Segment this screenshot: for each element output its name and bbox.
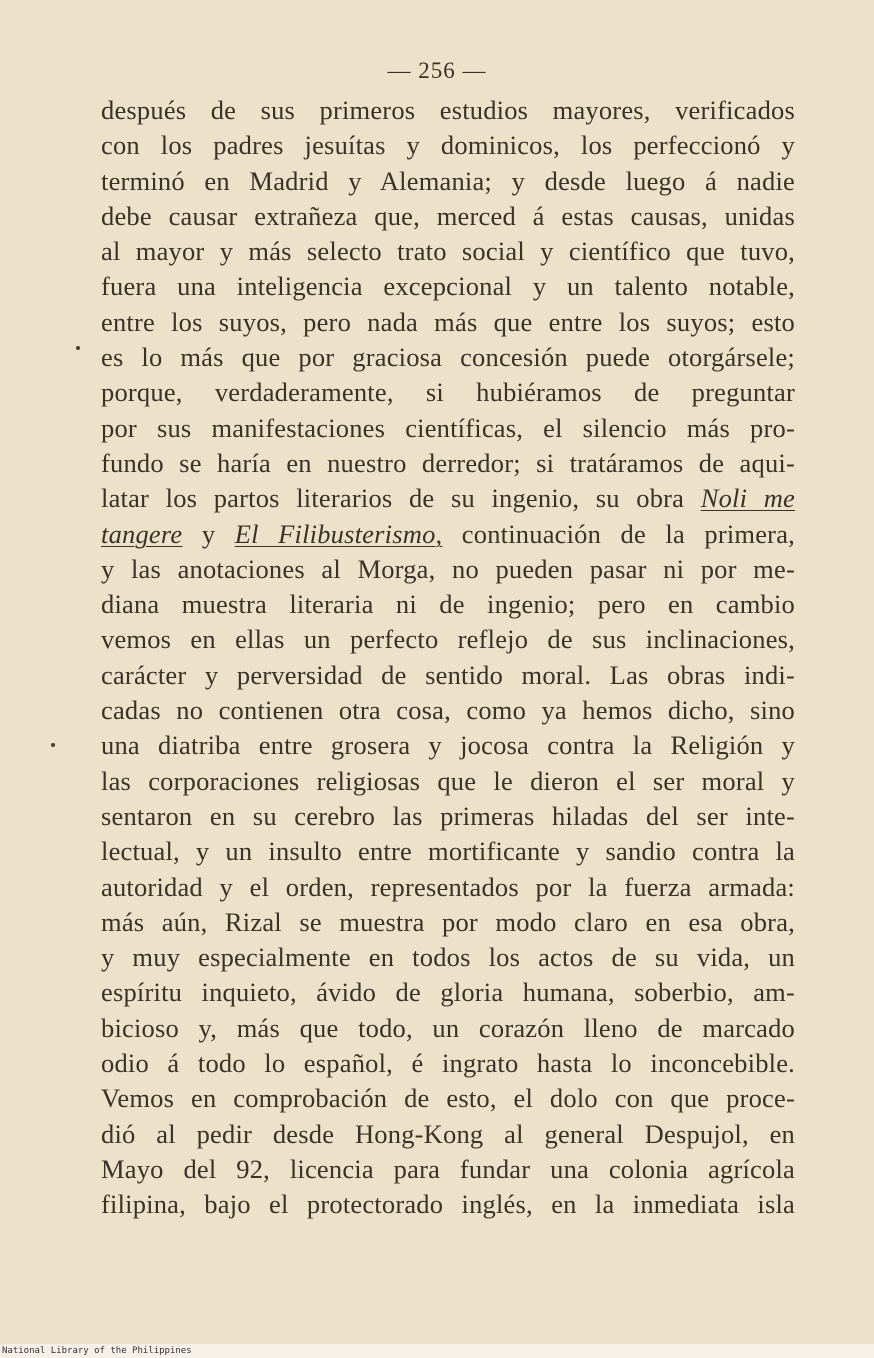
text-line: espíritu inquieto, ávido de gloria humana, soberbio, am- (101, 977, 795, 1008)
book-title-noli: Noli me (700, 483, 796, 514)
text-line: una diatriba entre grosera y jocosa contra la Religión y (101, 730, 795, 761)
text-line: fuera una inteligencia excepcional y un talento notable, (101, 271, 795, 302)
text-line-with-title (101, 481, 795, 516)
text-line: al mayor y más selecto trato social y científico que tuvo, (101, 236, 795, 267)
text-line: terminó en Madrid y Alemania; y desde luego á nadie (101, 165, 795, 196)
text-line: cadas no contienen otra cosa, como ya hemos dicho, sino (101, 695, 795, 726)
body-text (101, 93, 795, 1223)
text-line: odio á todo lo español, é ingrato hasta lo inconcebible. (101, 1048, 795, 1079)
footer-strip (0, 1344, 874, 1358)
text-line: las corporaciones religiosas que le dieron el ser moral y (101, 765, 795, 796)
margin-speck (51, 743, 55, 747)
text-line-with-titles (101, 517, 795, 552)
text-line: filipina, bajo el protectorado inglés, en la inmediata isla (101, 1189, 795, 1220)
margin-speck (76, 346, 80, 350)
text-line: Mayo del 92, licencia para fundar una colonia agrícola (101, 1153, 795, 1184)
text-line: diana muestra literaria ni de ingenio; pero en cambio (101, 589, 795, 620)
text-line: dió al pedir desde Hong-Kong al general Despujol, en (101, 1118, 795, 1149)
text-line: debe causar extrañeza que, merced á estas causas, unidas (101, 200, 795, 231)
text-segment: latar los partos literarios de su ingenio, su obra (101, 483, 701, 514)
book-title-filibusterismo: El Filibusterismo, (234, 518, 443, 549)
text-line: autoridad y el orden, representados por la fuerza armada: (101, 871, 795, 902)
text-line: y las anotaciones al Morga, no pueden pasar ni por me- (101, 553, 795, 584)
library-credit: National Library of the Philippines (2, 1346, 192, 1356)
book-title-tangere: tangere (101, 518, 183, 549)
text-line: entre los suyos, pero nada más que entre los suyos; esto (101, 306, 795, 337)
text-line: después de sus primeros estudios mayores, verificados (101, 95, 795, 125)
text-segment: y (182, 518, 235, 549)
text-line: carácter y perversidad de sentido moral. Las obras indi- (101, 659, 795, 690)
page-number: — 256 — (387, 58, 487, 83)
text-line: por sus manifestaciones científicas, el silencio más pro- (101, 412, 795, 443)
text-line: sentaron en su cerebro las primeras hiladas del ser inte- (101, 800, 795, 831)
text-line: lectual, y un insulto entre mortificante y sandio contra la (101, 836, 795, 867)
text-line: más aún, Rizal se muestra por modo claro en esa obra, (101, 906, 795, 937)
text-line: porque, verdaderamente, si hubiéramos de preguntar (101, 377, 795, 408)
text-line: fundo se haría en nuestro derredor; si tratáramos de aqui- (101, 447, 795, 478)
text-line: bicioso y, más que todo, un corazón lleno de marcado (101, 1012, 795, 1043)
text-line: Vemos en comprobación de esto, el dolo con que proce- (101, 1083, 795, 1114)
text-line: y muy especialmente en todos los actos de su vida, un (101, 942, 795, 973)
text-line: con los padres jesuítas y dominicos, los perfeccionó y (101, 130, 795, 161)
text-line: es lo más que por graciosa concesión puede otorgársele; (101, 342, 795, 373)
text-segment: continuación de la primera, (442, 518, 795, 549)
text-line: vemos en ellas un perfecto reflejo de sus inclinaciones, (101, 624, 795, 655)
